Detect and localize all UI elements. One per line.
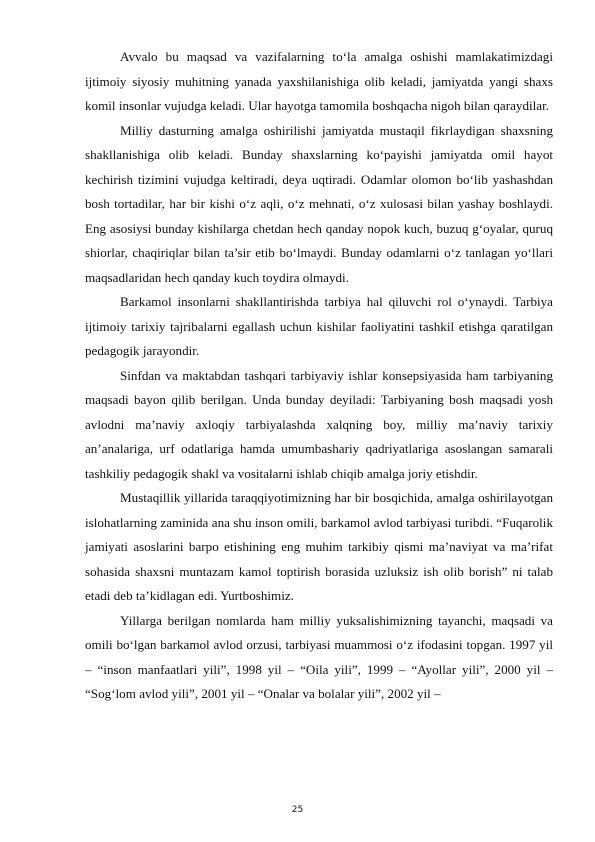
page-number: 25 <box>291 805 304 815</box>
body-text <box>85 45 553 707</box>
paragraph-5: Mustaqillik yillarida taraqqiyotimizning har bir bosqichida, amalga oshirilayotgan islohatlarning zaminida ana shu inson omili, barkamol avlod tarbiyasi turibdi. “Fuqarolik jamiyati asoslarini barpo etishining eng muhim tarkibiy qismi ma’naviyat va ma’rifat sohasida shaxsni muntazam kamol toptirish borasida uzluksiz ish olib borish” ni talab etadi deb ta’kidlagan edi. Yurtboshimiz. <box>85 490 553 603</box>
paragraph-1: Avvalo bu maqsad va vazifalarning to‘la amalga oshishi mamlakatimizdagi ijtimoiy siyosiy muhitning yanada yaxshilanishiga olib keladi, jamiyatda yangi shaxs komil insonlar vujudga keladi. Ular hayotga tamomila boshqacha nigoh bilan qaraydilar. <box>85 49 553 113</box>
paragraph-3: Barkamol insonlarni shakllantirishda tarbiya hal qiluvchi rol o‘ynaydi. Tarbiya ijtimoiy tarixiy tajribalarni egallash uchun kishilar faoliyatini tashkil etishga qaratilgan pedagogik jarayondir. <box>85 294 553 358</box>
paragraph-4: Sinfdan va maktabdan tashqari tarbiyaviy ishlar konsepsiyasida ham tarbiyaning maqsadi bayon qilib berilgan. Unda bunday deyiladi: Tarbiyaning bosh maqsadi yosh avlodni ma’naviy axloqiy tarbiyalashda xalqning boy, milliy ma’naviy tarixiy an’analariga, urf odatlariga hamda umumbashariy qadriyatlariga asoslangan samarali tashkiliy pedagogik shakl va vositalarni ishlab chiqib amalga joriy etishdir. <box>85 367 553 481</box>
paragraph-2: Milliy dasturning amalga oshirilishi jamiyatda mustaqil fikrlaydigan shaxsning shakllanishiga olib keladi. Bunday shaxslarning ko‘payishi jamiyatda omil hayot kechirish tizimini vujudga keltiradi, deya uqtiradi. Odamlar olomon bo‘lib yashashdan bosh tortadilar, har bir kishi o‘z aqli, o‘z mehnati, o‘z xulosasi bilan yashay boshlaydi. Eng asosiysi bunday kishilarga chetdan hech qanday nopok kuch, buzuq g‘oyalar, quruq shiorlar, chaqiriqlar bilan ta’sir etib bo‘lmaydi. Bunday odamlarni o‘z tanlagan yo‘llari maqsadlaridan hech qanday kuch toydira olmaydi. <box>85 122 553 285</box>
paragraph-6: Yillarga berilgan nomlarda ham milliy yuksalishimizning tayanchi, maqsadi va omili bo‘lgan barkamol avlod orzusi, tarbiyasi muammosi o‘z ifodasini topgan. 1997 yil – “inson manfaatlari yili”, 1998 yil – “Oila yili”, 1999 – “Ayollar yili”, 2000 yil – “Sog‘lom avlod yili”, 2001 yil – “Onalar va bolalar yili”, 2002 yil – <box>85 612 553 701</box>
